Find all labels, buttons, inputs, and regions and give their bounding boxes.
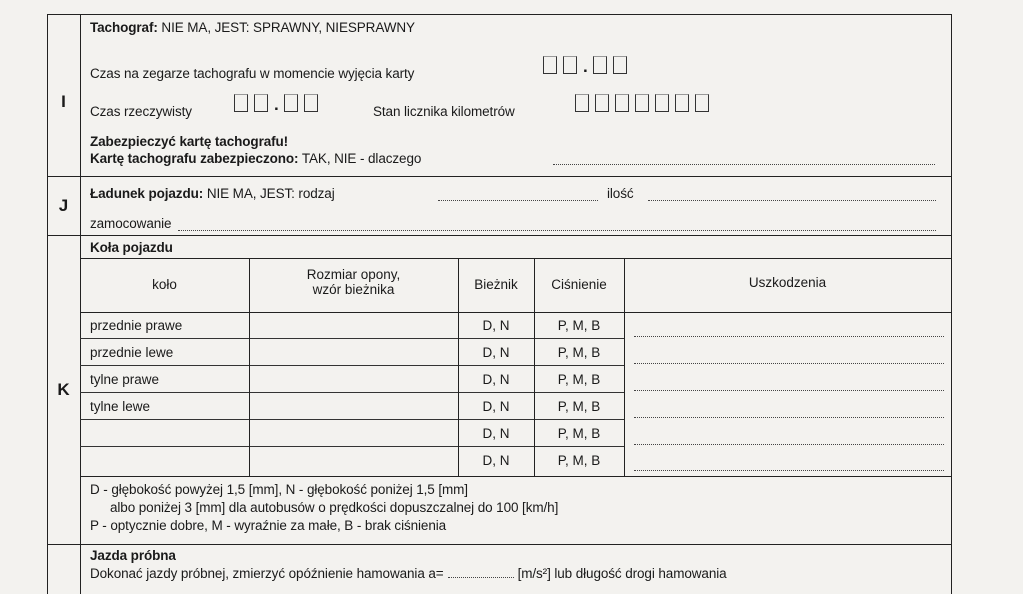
digit-box[interactable] xyxy=(254,94,268,112)
wheel-table-bottom xyxy=(80,476,951,477)
digit-box[interactable] xyxy=(593,56,607,74)
col-header-uszkodzenia: Uszkodzenia xyxy=(748,275,827,290)
row-kolo: tylne lewe xyxy=(90,399,151,414)
czas-rzeczywisty-label: Czas rzeczywisty xyxy=(90,104,192,119)
tachograf-line xyxy=(90,20,415,35)
wheel-table-top xyxy=(80,258,951,259)
col-header-rozmiar-1: Rozmiar opony, xyxy=(306,267,401,282)
karte-zabezpieczono-options[interactable]: TAK, NIE - dlaczego xyxy=(301,151,422,166)
opoznienie-fill-line[interactable] xyxy=(448,577,514,578)
row-bieznik[interactable]: D, N xyxy=(482,399,510,414)
czas-zegar-boxes[interactable] xyxy=(543,56,633,74)
row-bieznik[interactable]: D, N xyxy=(482,453,510,468)
section-j-label: J xyxy=(58,196,69,215)
tachograf-heading: Tachograf: xyxy=(90,20,158,35)
col-header-cisnienie: Ciśnienie xyxy=(551,277,607,292)
row-cisnienie[interactable]: P, M, B xyxy=(557,318,601,333)
legend-line-3: P - optycznie dobre, M - wyraźnie za małe, B - brak ciśnienia xyxy=(90,518,447,533)
ilosc-fill-line[interactable] xyxy=(648,200,936,201)
row-kolo: przednie prawe xyxy=(90,318,183,333)
zamocowanie-fill-line[interactable] xyxy=(178,230,936,231)
time-separator: . xyxy=(583,57,588,76)
ilosc-label: ilość xyxy=(607,186,634,201)
jazda-probna-unit: [m/s²] lub długość drogi hamowania xyxy=(517,566,727,581)
digit-box[interactable] xyxy=(675,94,689,112)
section-k-label: K xyxy=(57,380,70,399)
section-k-top-border xyxy=(47,235,951,236)
legend-line-2: albo poniżej 3 [mm] dla autobusów o prędkości dopuszczalnej do 100 [km/h] xyxy=(110,500,559,515)
ladunek-options[interactable]: NIE MA, JEST: rodzaj xyxy=(206,186,335,201)
digit-box[interactable] xyxy=(615,94,629,112)
zamocowanie-label: zamocowanie xyxy=(90,216,172,231)
jazda-probna-heading: Jazda próbna xyxy=(90,548,176,563)
row-bieznik[interactable]: D, N xyxy=(482,345,510,360)
section-j-top-border xyxy=(47,176,951,177)
zabezpieczyc-note: Zabezpieczyć kartę tachografu! xyxy=(90,134,289,149)
digit-box[interactable] xyxy=(284,94,298,112)
row-bieznik[interactable]: D, N xyxy=(482,426,510,441)
stan-licznika-label: Stan licznika kilometrów xyxy=(373,104,515,119)
czas-rzeczywisty-boxes[interactable] xyxy=(234,94,324,112)
digit-box[interactable] xyxy=(563,56,577,74)
digit-box[interactable] xyxy=(304,94,318,112)
col-header-bieznik: Bieżnik xyxy=(474,277,518,292)
row-bieznik[interactable]: D, N xyxy=(482,318,510,333)
wheel-table-header-bottom xyxy=(80,312,951,313)
section-i-label: I xyxy=(61,92,66,111)
row-cisnienie[interactable]: P, M, B xyxy=(557,345,601,360)
col-divider-4 xyxy=(624,258,625,476)
row-cisnienie[interactable]: P, M, B xyxy=(557,453,601,468)
czas-zegar-label: Czas na zegarze tachografu w momencie wyjęcia karty xyxy=(90,66,415,81)
row-bieznik[interactable]: D, N xyxy=(482,372,510,387)
legend-line-1: D - głębokość powyżej 1,5 [mm], N - głębokość poniżej 1,5 [mm] xyxy=(90,482,468,497)
digit-box[interactable] xyxy=(635,94,649,112)
digit-box[interactable] xyxy=(595,94,609,112)
digit-box[interactable] xyxy=(234,94,248,112)
col-header-rozmiar-2: wzór bieżnika xyxy=(312,282,395,297)
karte-zabezpieczono-line xyxy=(90,151,421,166)
digit-box[interactable] xyxy=(613,56,627,74)
section-l-top-border xyxy=(47,544,951,545)
ladunek-heading: Ładunek pojazdu: xyxy=(90,186,204,201)
rodzaj-fill-line[interactable] xyxy=(438,200,598,201)
digit-box[interactable] xyxy=(575,94,589,112)
kola-heading: Koła pojazdu xyxy=(90,240,173,255)
jazda-probna-text xyxy=(90,566,727,581)
row-cisnienie[interactable]: P, M, B xyxy=(557,399,601,414)
row-cisnienie[interactable]: P, M, B xyxy=(557,426,601,441)
digit-box[interactable] xyxy=(655,94,669,112)
row-kolo: tylne prawe xyxy=(90,372,160,387)
time-separator: . xyxy=(274,95,279,114)
stan-licznika-boxes[interactable] xyxy=(575,94,715,112)
col-header-kolo: koło xyxy=(152,277,177,292)
dlaczego-fill-line[interactable] xyxy=(553,164,935,165)
section-i-top-border xyxy=(47,14,951,15)
ladunek-line xyxy=(90,186,335,201)
jazda-probna-prefix: Dokonać jazdy próbnej, zmierzyć opóźnienie hamowania a= xyxy=(90,566,444,581)
tachograf-options[interactable]: NIE MA, JEST: SPRAWNY, NIESPRAWNY xyxy=(161,20,415,35)
karte-zabezpieczono-label: Kartę tachografu zabezpieczono: xyxy=(90,151,299,166)
digit-box[interactable] xyxy=(543,56,557,74)
row-cisnienie[interactable]: P, M, B xyxy=(557,372,601,387)
digit-box[interactable] xyxy=(695,94,709,112)
row-kolo: przednie lewe xyxy=(90,345,174,360)
label-column-divider xyxy=(80,14,81,594)
